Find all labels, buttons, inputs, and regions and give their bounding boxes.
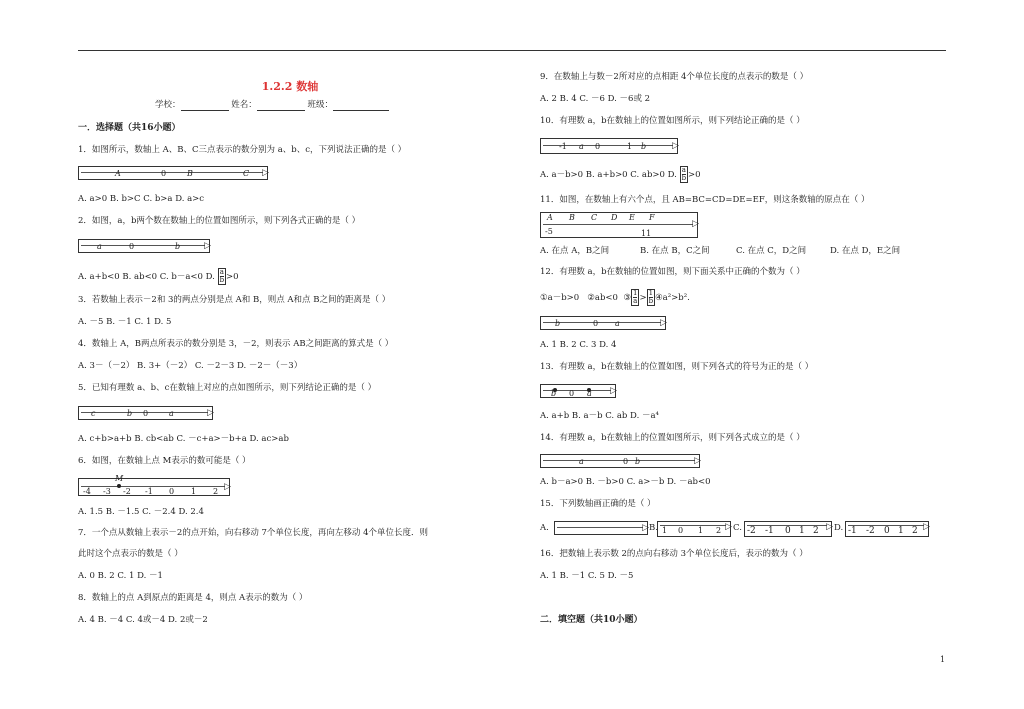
q2-fraction: $\frac{a}{b}$ bbox=[219, 268, 225, 284]
q6-tick: 1 bbox=[191, 487, 197, 496]
q11-number: 11 bbox=[641, 229, 652, 238]
q12-label-zero: 0 bbox=[593, 319, 599, 328]
q15-c-tick: 0 bbox=[785, 526, 791, 536]
question-9-options: A. 2 B. 4 C. －6 D. －6或 2 bbox=[540, 94, 651, 104]
q6-tick: -2 bbox=[123, 487, 131, 496]
question-1: 1．如图所示，数轴上 A、B、C三点表示的数分别为 a、b、c，下列说法正确的是（ ） bbox=[78, 145, 407, 155]
q11-letter: F bbox=[649, 213, 655, 222]
number-line-q10: ▷ -1 a 0 1 b bbox=[540, 138, 678, 154]
q12-item: ③ bbox=[623, 293, 631, 303]
q15-number-line-d: ▷ -1 -2 0 1 2 bbox=[845, 521, 929, 537]
question-7-options: A. 0 B. 2 C. 1 D. －1 bbox=[78, 571, 163, 581]
q12-item: > bbox=[639, 293, 647, 303]
q6-tick: -1 bbox=[145, 487, 153, 496]
question-5-options: A. c+b>a+b B. cb<ab C. －c+a>－b+a D. ac>ab bbox=[78, 434, 289, 444]
q6-tick: 2 bbox=[213, 487, 219, 496]
q12-fraction-b: $\frac{1}{b}$ bbox=[648, 289, 654, 305]
q10-label-b: b bbox=[641, 142, 647, 151]
q15-b-tick: 1 bbox=[698, 526, 704, 535]
q1-label-a: A bbox=[115, 169, 121, 178]
q13-label-a: a bbox=[587, 389, 592, 398]
q11-letter: C bbox=[591, 213, 598, 222]
q6-tick: 0 bbox=[169, 487, 175, 496]
q15-option-d-letter: D. bbox=[834, 523, 844, 533]
question-16-options: A. 1 B. －1 C. 5 D. －5 bbox=[540, 571, 634, 581]
q15-option-b-letter: B. bbox=[649, 523, 658, 533]
q11-option: A. 在点 A，B之间 bbox=[540, 246, 610, 256]
name-blank[interactable] bbox=[257, 102, 305, 111]
number-line-q1: ▷ A 0 B C bbox=[78, 166, 268, 180]
class-label: 班级： bbox=[307, 100, 333, 110]
q12-item: ④a²>b². bbox=[655, 293, 690, 303]
question-2-options bbox=[78, 268, 239, 286]
question-15: 15．下列数轴画正确的是（ ） bbox=[540, 499, 656, 509]
q15-d-tick: 1 bbox=[898, 526, 904, 536]
question-12-items bbox=[540, 286, 690, 310]
question-13-options: A. a+b B. a－b C. ab D. －a⁴ bbox=[540, 411, 659, 421]
question-13: 13．有理数 a，b在数轴上的位置如图，则下列各式的符号为正的是（ ） bbox=[540, 362, 814, 372]
question-10-options bbox=[540, 164, 701, 186]
q10-label: -1 bbox=[559, 142, 567, 151]
q12-label-b: b bbox=[555, 319, 561, 328]
q6-point-dot bbox=[117, 484, 121, 488]
q15-number-line-c: ▷ -2 -1 0 1 2 bbox=[744, 521, 832, 537]
q14-label-b: b bbox=[635, 457, 641, 466]
question-7-line2: 此时这个点表示的数是（ ） bbox=[78, 549, 183, 559]
q15-c-tick: -1 bbox=[765, 526, 774, 536]
q11-option: C. 在点 C，D之间 bbox=[736, 246, 807, 256]
q15-b-tick: 2 bbox=[716, 526, 722, 535]
question-14-options: A. b－a>0 B. －b>0 C. a>－b D. －ab<0 bbox=[540, 477, 711, 487]
q2-label-a: a bbox=[97, 242, 102, 251]
name-label: 姓名： bbox=[231, 100, 257, 110]
question-4: 4．数轴上 A，B两点所表示的数分别是 3，－2，则表示 AB之间距离的算式是（ ） bbox=[78, 339, 394, 349]
q11-letter: E bbox=[629, 213, 635, 222]
question-12-options: A. 1 B. 2 C. 3 D. 4 bbox=[540, 340, 617, 350]
q1-label-b: B bbox=[187, 169, 193, 178]
q12-label-a: a bbox=[615, 319, 620, 328]
q15-d-tick: 0 bbox=[884, 526, 890, 536]
school-label: 学校： bbox=[155, 100, 181, 110]
number-line-q11: ▷ A B C D E F -5 11 bbox=[540, 212, 698, 238]
q11-number: -5 bbox=[545, 227, 553, 236]
q10-options-text: A. a－b>0 B. a+b>0 C. ab>0 D. bbox=[540, 170, 677, 180]
question-6: 6．如图，在数轴上点 M表示的数可能是（ ） bbox=[78, 456, 251, 466]
question-8-options: A. 4 B. －4 C. 4或－4 D. 2或－2 bbox=[78, 615, 208, 625]
q10-label-a: a bbox=[579, 142, 584, 151]
top-rule bbox=[78, 50, 946, 51]
q15-c-tick: 1 bbox=[799, 526, 805, 536]
q14-label-zero: 0 bbox=[623, 457, 629, 466]
question-14: 14．有理数 a，b在数轴上的位置如图所示，则下列各式成立的是（ ） bbox=[540, 433, 805, 443]
q10-fraction: $\frac{a}{b}$ bbox=[681, 166, 687, 182]
q12-item: ②ab<0 bbox=[587, 293, 618, 303]
q6-tick: -3 bbox=[103, 487, 111, 496]
question-12: 12．有理数 a，b在数轴的位置如图，则下面关系中正确的个数为（ ） bbox=[540, 267, 805, 277]
q10-label-zero: 0 bbox=[595, 142, 601, 151]
q15-option-a-letter: A. bbox=[540, 523, 549, 533]
q15-d-tick: 2 bbox=[912, 526, 918, 536]
school-blank[interactable] bbox=[181, 102, 229, 111]
question-5: 5．已知有理数 a、b、c在数轴上对应的点如图所示，则下列结论正确的是（ ） bbox=[78, 383, 377, 393]
q11-letter: A bbox=[547, 213, 553, 222]
q10-label: 1 bbox=[627, 142, 633, 151]
number-line-q14: ▷ a 0 b bbox=[540, 454, 700, 468]
q1-label-zero: 0 bbox=[161, 169, 167, 178]
q15-b-tick: 0 bbox=[678, 526, 684, 535]
q12-item: ①a－b>0 bbox=[540, 293, 580, 303]
q5-label-zero: 0 bbox=[143, 409, 149, 418]
question-8: 8．数轴上的点 A到原点的距离是 4，则点 A表示的数为（ ） bbox=[78, 593, 308, 603]
question-11-options bbox=[540, 246, 901, 257]
q13-label-zero: 0 bbox=[569, 389, 575, 398]
number-line-q12: ▷ b 0 a bbox=[540, 316, 666, 330]
q10-fraction-rhs: >0 bbox=[688, 170, 701, 180]
question-11: 11．如图，在数轴上有六个点，且 AB=BC=CD=DE=EF，则这条数轴的原点在（ ） bbox=[540, 195, 870, 205]
q5-label-b: b bbox=[127, 409, 133, 418]
section-title-fill: 二．填空题（共10小题） bbox=[540, 615, 643, 625]
q5-label-c: c bbox=[91, 409, 96, 418]
q11-option: D. 在点 D，E之间 bbox=[830, 246, 901, 256]
q11-letter: D bbox=[611, 213, 618, 222]
q1-label-c: C bbox=[243, 169, 250, 178]
question-10: 10．有理数 a，b在数轴上的位置如图所示，则下列结论正确的是（ ） bbox=[540, 116, 805, 126]
question-7-line1: 7．一个点从数轴上表示－2的点开始，向右移动 7个单位长度，再向左移动 4个单位长度．则 bbox=[78, 528, 429, 538]
q5-label-a: a bbox=[169, 409, 174, 418]
q12-fraction-a: $\frac{1}{a}$ bbox=[632, 289, 638, 305]
page-number: 1 bbox=[940, 655, 946, 664]
question-6-options: A. 1.5 B. －1.5 C. －2.4 D. 2.4 bbox=[78, 507, 204, 517]
question-3: 3．若数轴上表示－2和 3的两点分别是点 A和 B，则点 A和点 B之间的距离是（ ） bbox=[78, 295, 391, 305]
number-line-q13: ▷ b 0 a bbox=[540, 384, 616, 398]
q15-d-tick: -2 bbox=[866, 526, 875, 536]
q13-label-b: b bbox=[551, 389, 557, 398]
q14-label-a: a bbox=[579, 457, 584, 466]
question-9: 9．在数轴上与数－2所对应的点相距 4个单位长度的点表示的数是（ ） bbox=[540, 72, 809, 82]
q15-c-tick: -2 bbox=[747, 526, 756, 536]
q2-label-zero: 0 bbox=[129, 242, 135, 251]
q11-letter: B bbox=[569, 213, 575, 222]
q15-b-tick: 1 bbox=[662, 526, 668, 535]
q2-options-text: A. a+b<0 B. ab<0 C. b－a<0 D. bbox=[78, 272, 215, 282]
q2-fraction-rhs: >0 bbox=[226, 272, 239, 282]
q15-number-line-a: ▷ bbox=[554, 521, 648, 535]
q2-label-b: b bbox=[175, 242, 181, 251]
class-blank[interactable] bbox=[333, 102, 389, 111]
number-line-q6: ▷ M -4 -3 -2 -1 0 1 2 bbox=[78, 478, 230, 496]
question-4-options: A. 3－（－2） B. 3+（－2） C. －2－3 D. －2－（－3） bbox=[78, 361, 303, 371]
q15-number-line-b: ▷ 1 0 1 2 bbox=[657, 521, 731, 537]
number-line-q5: ▷ c b 0 a bbox=[78, 406, 213, 420]
number-line-q2: ▷ a 0 b bbox=[78, 239, 210, 253]
page-title: 1.2.2 数轴 bbox=[261, 80, 319, 93]
q15-d-tick: -1 bbox=[848, 526, 857, 536]
q6-tick: -4 bbox=[83, 487, 91, 496]
question-1-options: A. a>0 B. b>C C. b>a D. a>c bbox=[78, 194, 205, 204]
q15-c-tick: 2 bbox=[813, 526, 819, 536]
question-16: 16．把数轴上表示数 2的点向右移动 3个单位长度后，表示的数为（ ） bbox=[540, 549, 808, 559]
question-2: 2．如图，a，b两个数在数轴上的位置如图所示，则下列各式正确的是（ ） bbox=[78, 216, 361, 226]
q15-option-c-letter: C. bbox=[733, 523, 742, 533]
q11-option: B. 在点 B，C之间 bbox=[640, 246, 710, 256]
student-info-row bbox=[155, 100, 389, 111]
section-title-choice: 一．选择题（共16小题） bbox=[78, 123, 181, 133]
q6-point-label: M bbox=[115, 474, 124, 483]
question-3-options: A. －5 B. －1 C. 1 D. 5 bbox=[78, 317, 172, 327]
